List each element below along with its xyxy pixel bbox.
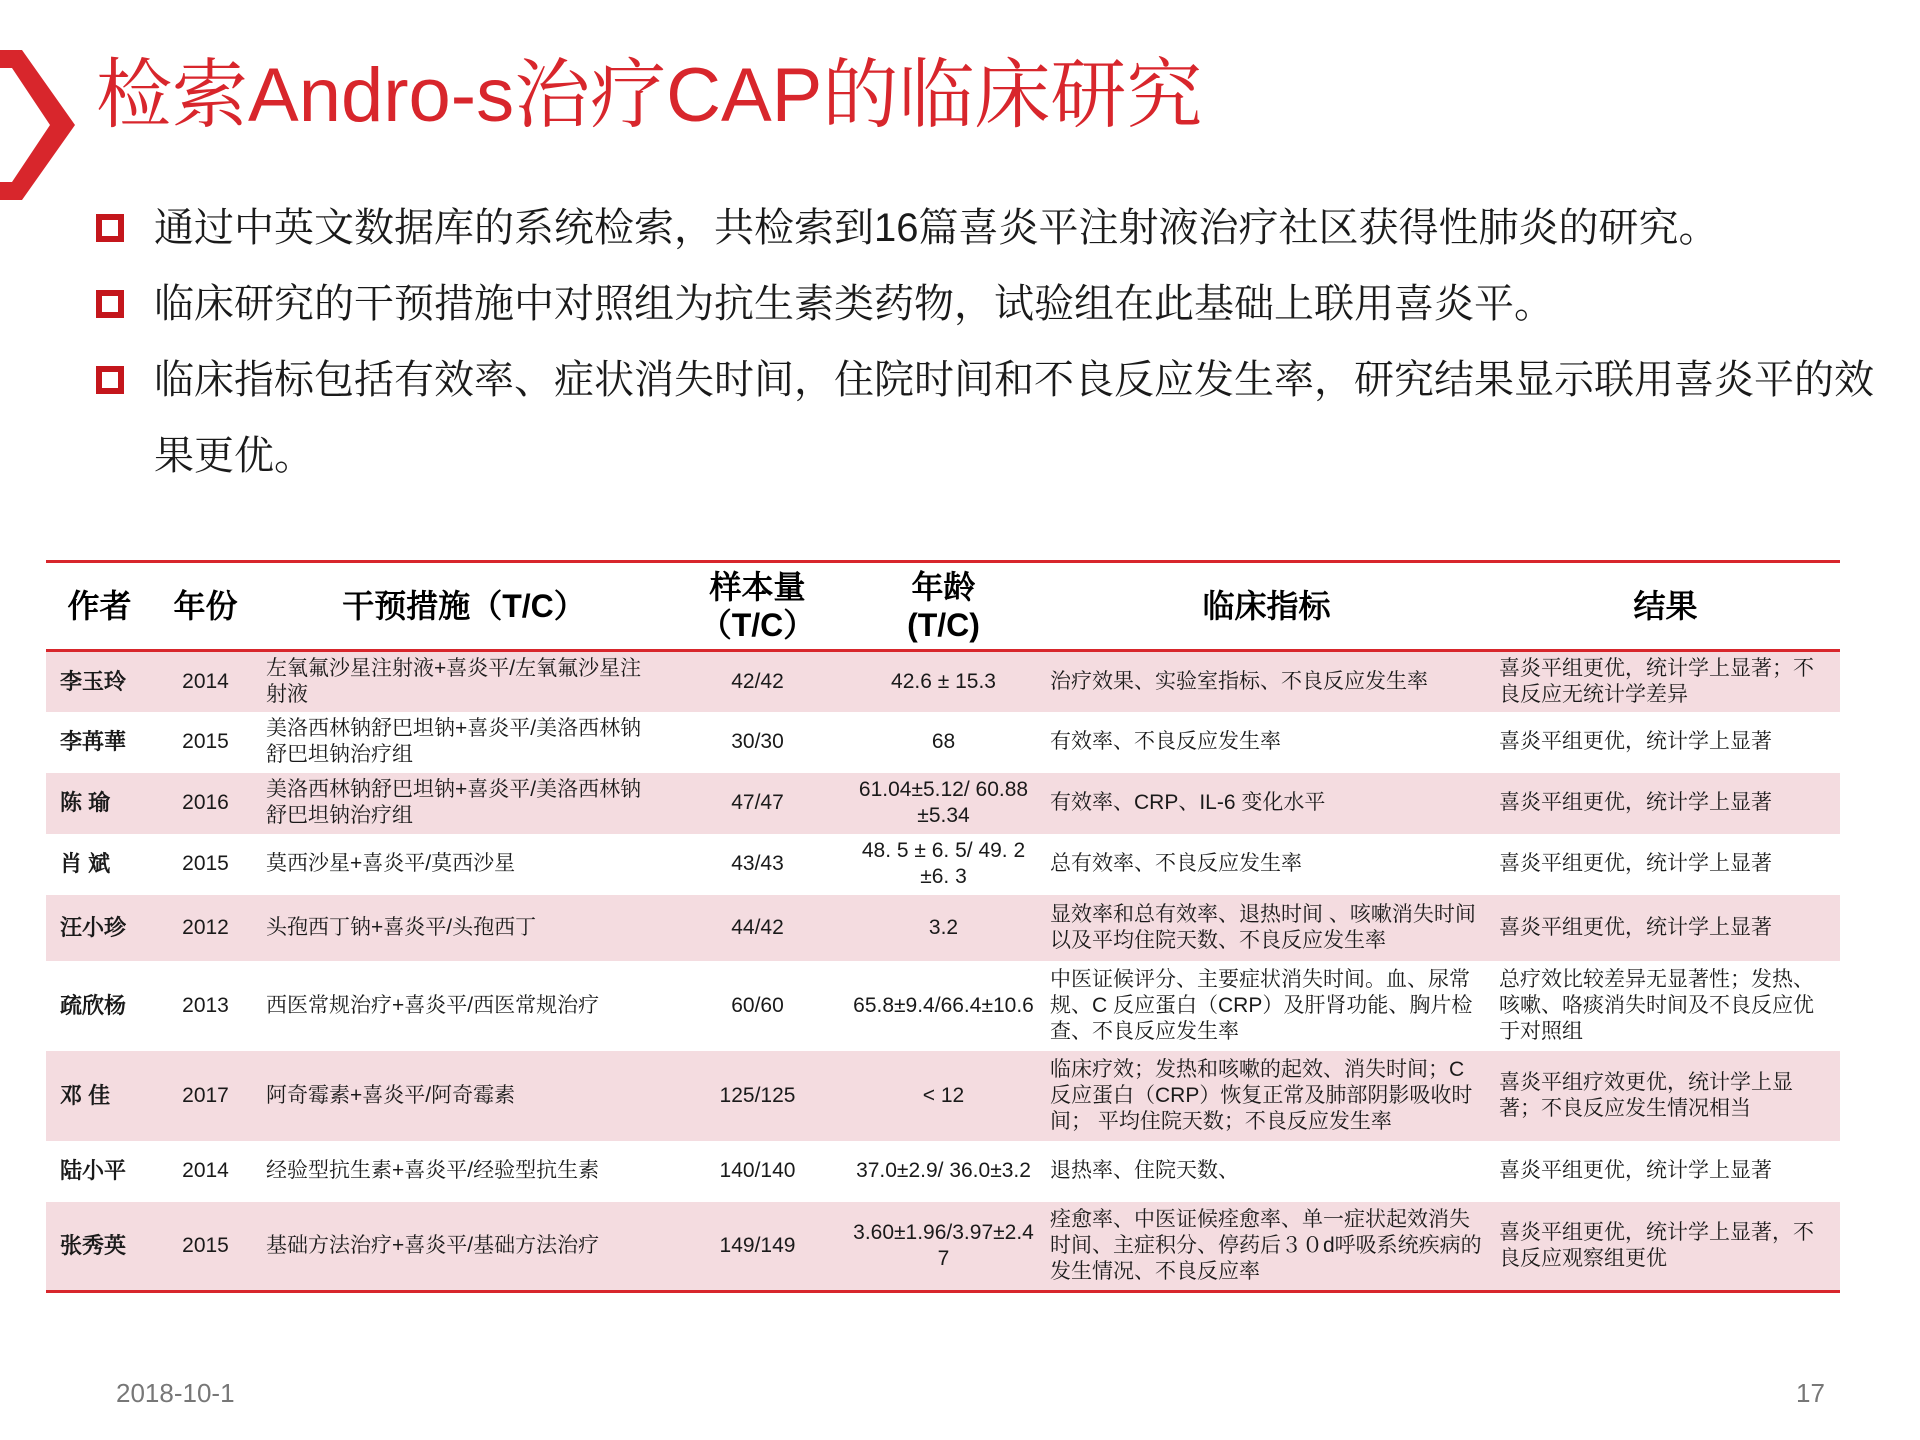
cell-year: 2015	[182, 852, 229, 875]
cell-age: 3.2	[928, 915, 959, 939]
cell-age: 68	[931, 730, 956, 753]
footer-date: 2018-10-1	[116, 1378, 235, 1408]
page-title: 检索Andro-s治疗CAP的临床研究	[96, 53, 1203, 138]
cell-intervention: 莫西沙星+喜炎平/莫西沙星	[266, 852, 516, 875]
cell-intervention: 左氧氟沙星注射液+喜炎平/左氧氟沙星注射液	[266, 656, 642, 706]
bullet-item	[96, 190, 1886, 266]
cell-year: 2014	[182, 669, 229, 693]
cell-year: 2015	[182, 730, 229, 753]
cell-indicators: 显效率和总有效率、退热时间 、咳嗽消失时间以及平均住院天数、不良反应发生率	[1050, 902, 1476, 952]
bullet-item	[96, 342, 1886, 494]
table-header-row	[46, 562, 1840, 651]
cell-sample: 30/30	[731, 730, 784, 753]
cell-sample: 125/125	[719, 1083, 796, 1107]
cell-author: 张秀英	[60, 1232, 127, 1258]
cell-sample: 42/42	[731, 669, 784, 693]
cell-result: 喜炎平组更优，统计学上显著	[1499, 730, 1772, 753]
cell-indicators: 有效率、不良反应发生率	[1050, 730, 1281, 753]
cell-intervention: 阿奇霉素+喜炎平/阿奇霉素	[266, 1083, 516, 1107]
table-row	[46, 1051, 1840, 1141]
cell-result: 喜炎平组更优，统计学上显著；不良反应无统计学差异	[1499, 656, 1814, 706]
cell-indicators: 临床疗效；发热和咳嗽的起效、消失时间；C 反应蛋白（CRP）恢复正常及肺部阴影吸收时间； 平均住院天数；不良反应发生率	[1050, 1057, 1473, 1133]
bullet-item	[96, 266, 1886, 342]
hollow-square-icon	[96, 214, 124, 242]
column-header-intervention: 干预措施（T/C）	[342, 588, 586, 624]
cell-result: 总疗效比较差异无显著性；发热、咳嗽、咯痰消失时间及不良反应优于对照组	[1499, 967, 1814, 1043]
cell-sample: 149/149	[719, 1233, 796, 1257]
cell-age: 42.6 ± 15.3	[891, 669, 996, 693]
cell-result: 喜炎平组更优，统计学上显著，不良反应观察组更优	[1499, 1220, 1814, 1270]
cell-age: 65.8±9.4/66.4±10.6	[853, 993, 1034, 1017]
cell-intervention: 美洛西林钠舒巴坦钠+喜炎平/美洛西林钠舒巴坦钠治疗组	[266, 778, 642, 827]
column-header-indicators: 临床指标	[1202, 588, 1331, 624]
cell-intervention: 基础方法治疗+喜炎平/基础方法治疗	[266, 1233, 600, 1257]
cell-author: 李玉玲	[60, 668, 127, 694]
column-header-age	[845, 562, 1042, 651]
column-header-sample-line2: （T/C）	[699, 607, 816, 643]
column-header-result: 结果	[1633, 588, 1698, 624]
cell-year: 2013	[182, 993, 229, 1017]
cell-age: < 12	[922, 1083, 965, 1107]
cell-indicators: 退热率、住院天数、	[1050, 1159, 1239, 1182]
cell-year: 2016	[182, 791, 229, 814]
cell-indicators: 中医证候评分、主要症状消失时间。血、尿常规、C 反应蛋白（CRP）及肝肾功能、胸片检查、不良反应发生率	[1050, 967, 1473, 1043]
cell-result: 喜炎平组疗效更优，统计学上显著；不良反应发生情况相当	[1499, 1070, 1793, 1120]
cell-age: 37.0±2.9/ 36.0±3.2	[856, 1159, 1031, 1182]
column-header-year: 年份	[173, 588, 238, 624]
cell-intervention: 经验型抗生素+喜炎平/经验型抗生素	[266, 1159, 600, 1182]
cell-year: 2015	[182, 1233, 229, 1257]
table-row	[46, 651, 1840, 712]
cell-year: 2012	[182, 915, 229, 939]
cell-indicators: 总有效率、不良反应发生率	[1050, 852, 1302, 875]
studies-table	[46, 560, 1840, 1293]
hollow-square-icon	[96, 290, 124, 318]
cell-age: 48. 5 ± 6. 5/ 49. 2 ±6. 3	[861, 839, 1026, 888]
cell-result: 喜炎平组更优，统计学上显著	[1499, 852, 1772, 875]
column-header-sample	[670, 562, 845, 651]
table-row	[46, 773, 1840, 834]
cell-sample: 47/47	[731, 791, 784, 814]
cell-author: 肖 斌	[60, 851, 111, 876]
bullet-text: 临床指标包括有效率、症状消失时间，住院时间和不良反应发生率，研究结果显示联用喜炎平的效果更优。	[154, 358, 1874, 478]
cell-age: 3.60±1.96/3.97±2.47	[853, 1220, 1034, 1270]
cell-indicators: 治疗效果、实验室指标、不良反应发生率	[1050, 669, 1428, 693]
hollow-square-icon	[96, 366, 124, 394]
cell-result: 喜炎平组更优，统计学上显著	[1499, 791, 1772, 814]
cell-author: 汪小珍	[60, 914, 127, 940]
cell-age: 61.04±5.12/ 60.88±5.34	[858, 778, 1029, 827]
cell-indicators: 痊愈率、中医证候痊愈率、单一症状起效消失时间、主症积分、停药后３０d呼吸系统疾病的发生情况、不良反应率	[1050, 1207, 1482, 1283]
cell-year: 2017	[182, 1083, 229, 1107]
cell-intervention: 头孢西丁钠+喜炎平/头孢西丁	[266, 915, 537, 939]
page-number: 17	[1796, 1378, 1825, 1408]
cell-author: 陆小平	[60, 1158, 127, 1183]
cell-author: 李苒華	[60, 729, 127, 754]
cell-author: 陈 瑜	[60, 790, 111, 815]
column-header-author: 作者	[67, 588, 132, 624]
cell-sample: 140/140	[719, 1159, 796, 1182]
bullet-text: 临床研究的干预措施中对照组为抗生素类药物，试验组在此基础上联用喜炎平。	[154, 282, 1554, 326]
column-header-sample-line1: 样本量	[709, 569, 806, 605]
bullet-text: 通过中英文数据库的系统检索，共检索到16篇喜炎平注射液治疗社区获得性肺炎的研究。	[154, 206, 1719, 250]
cell-intervention: 美洛西林钠舒巴坦钠+喜炎平/美洛西林钠舒巴坦钠治疗组	[266, 717, 642, 766]
table-row	[46, 961, 1840, 1051]
bullet-list	[96, 190, 1886, 494]
cell-result: 喜炎平组更优，统计学上显著	[1499, 915, 1772, 939]
cell-author: 疏欣杨	[60, 992, 127, 1018]
cell-sample: 60/60	[731, 993, 784, 1017]
column-header-age-line1: 年龄	[911, 569, 976, 605]
red-chevron-icon	[0, 50, 80, 200]
cell-intervention: 西医常规治疗+喜炎平/西医常规治疗	[266, 993, 600, 1017]
cell-year: 2014	[182, 1159, 229, 1182]
table-row	[46, 895, 1840, 961]
cell-author: 邓 佳	[60, 1082, 111, 1108]
table-row	[46, 834, 1840, 895]
table-row	[46, 1141, 1840, 1202]
cell-sample: 44/42	[731, 915, 784, 939]
table-row	[46, 1202, 1840, 1292]
cell-result: 喜炎平组更优，统计学上显著	[1499, 1159, 1772, 1182]
cell-indicators: 有效率、CRP、IL-6 变化水平	[1050, 791, 1326, 814]
table-row	[46, 712, 1840, 773]
cell-sample: 43/43	[731, 852, 784, 875]
column-header-age-line2: (T/C)	[907, 607, 980, 643]
